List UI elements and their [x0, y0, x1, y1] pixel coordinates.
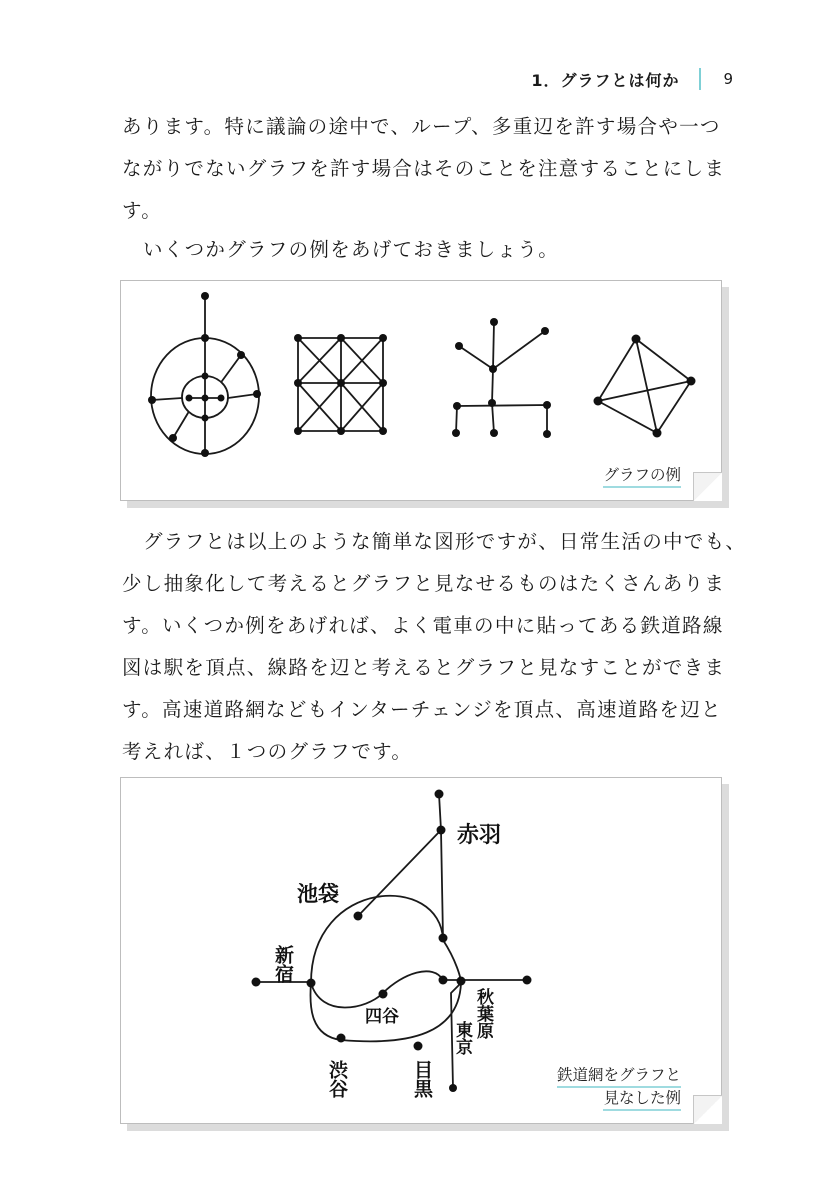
text-line: ながりでないグラフを許す場合はそのことを注意することにしま	[122, 157, 726, 180]
station-labels	[272, 822, 501, 1099]
figure-2-caption	[557, 1065, 681, 1111]
station-dot-north-terminus	[435, 790, 444, 799]
station-dot-akabane	[437, 826, 446, 835]
paragraph-2	[122, 229, 727, 271]
text-line: あります。特に議論の途中で、ループ、多重辺を許す場合や一つ	[122, 115, 721, 138]
figure-graph-examples	[120, 280, 722, 501]
page-curl	[693, 1095, 722, 1124]
station-dot-meguro	[414, 1042, 423, 1051]
station-dot-shinjuku	[307, 979, 316, 988]
station-dot-west-terminus	[252, 978, 261, 987]
figure-railway-graph	[120, 777, 722, 1124]
text-line: す。	[122, 199, 163, 222]
station-dot-tokyo	[449, 1084, 457, 1092]
graph-example-tree	[452, 318, 551, 438]
text-line: す。いくつか例をあげれば、よく電車の中に貼ってある鉄道路線	[122, 614, 724, 637]
text-line: いくつかグラフの例をあげておきましょう。	[143, 238, 560, 261]
graph-example-grid	[294, 334, 387, 435]
caption-line: 鉄道網をグラフと	[557, 1065, 681, 1088]
station-dot-east-terminus	[523, 976, 532, 985]
text-line: 少し抽象化して考えるとグラフと見なせるものはたくさんありま	[122, 572, 726, 595]
paragraph-3	[122, 521, 747, 773]
graph-example-k4	[594, 335, 696, 438]
label-meguro: 目黒	[411, 1060, 433, 1098]
text-line: す。高速道路網などもインターチェンジを頂点、高速道路を辺と	[122, 698, 722, 721]
station-dot-shibuya	[337, 1034, 346, 1043]
label-yotsuya: 四谷	[365, 1007, 399, 1027]
figure-1-caption	[603, 465, 681, 488]
station-dot-tabata	[439, 934, 448, 943]
label-ikebukuro: 池袋	[297, 882, 339, 906]
text-line: 図は駅を頂点、線路を辺と考えるとグラフと見なすことができま	[122, 656, 726, 679]
paragraph-1	[122, 106, 727, 232]
header-divider	[699, 68, 701, 90]
station-dot-ikebukuro	[354, 912, 363, 921]
label-tokyo: 東京	[452, 1021, 472, 1055]
running-header	[531, 64, 733, 94]
page-number: 9	[723, 70, 733, 88]
station-dot-yotsuya	[379, 990, 388, 999]
text-line: グラフとは以上のような簡単な図形ですが、日常生活の中でも、	[143, 530, 747, 553]
caption-text: グラフの例	[603, 465, 681, 488]
chapter-title: 1．グラフとは何か	[531, 70, 680, 90]
page-curl	[693, 472, 722, 501]
station-dot-akihabara	[457, 977, 466, 986]
station-dot-ochanomizu	[439, 976, 448, 985]
text-line: 考えれば、１つのグラフです。	[122, 740, 413, 763]
caption-line: 見なした例	[603, 1088, 681, 1111]
label-akabane: 赤羽	[457, 823, 502, 848]
graph-example-concentric	[148, 292, 261, 457]
label-shinjuku: 新宿	[272, 945, 294, 983]
label-shibuya: 渋谷	[326, 1060, 348, 1098]
label-akihabara: 秋葉原	[473, 988, 493, 1039]
